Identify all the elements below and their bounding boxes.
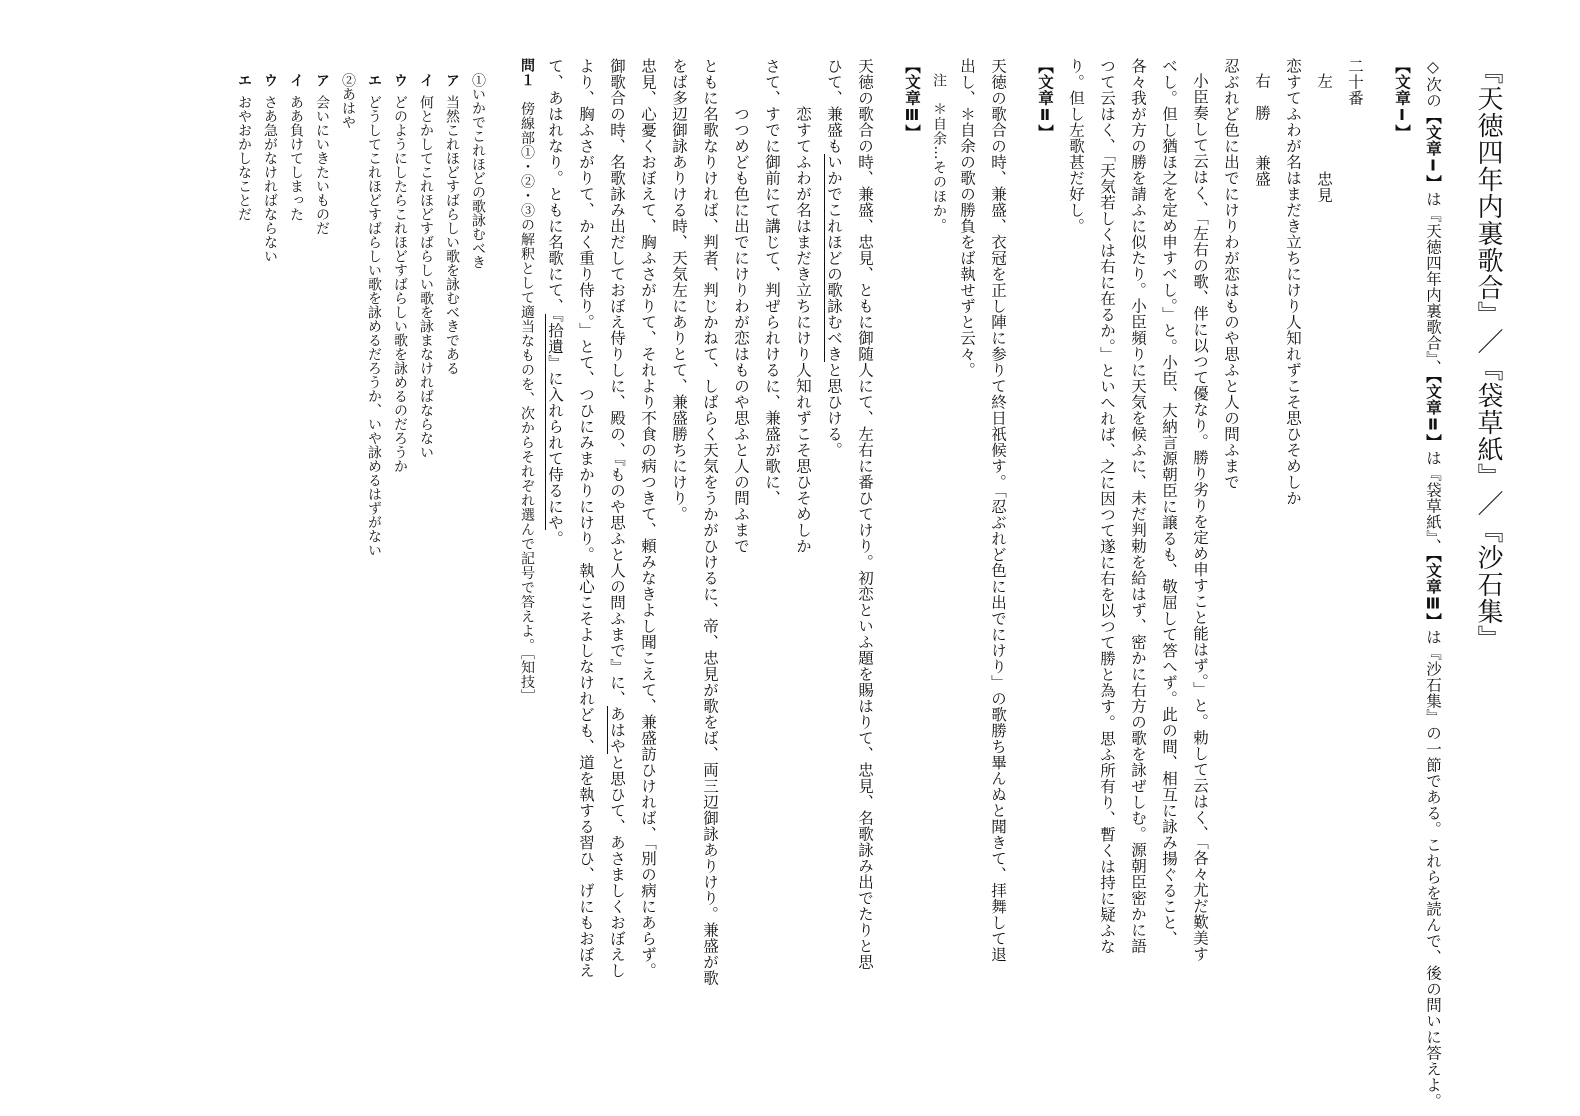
option-key: ア: [444, 73, 460, 87]
option-text: どのようにしたらこれほどすばらしい歌を詠めるのだろうか: [392, 95, 408, 473]
instr-part-2: は『袋草紙』、: [1424, 450, 1442, 555]
text3-line-b: と思ひける。: [825, 362, 843, 458]
text3-poem-2: つつめども色に出でにけりわが恋はものや思ふと人の問ふまで: [732, 106, 750, 554]
text1-left-poet: 忠見: [1315, 171, 1333, 203]
instructions: [1417, 58, 1448, 1109]
underlined-phrase-2: あはや: [608, 706, 626, 755]
text3-line: をば多辺御詠ありける時、天気左にありとて、兼盛勝ちにけり。: [670, 58, 688, 522]
text3-line: ともに名歌なりければ、判者、判じかねて、しばらく天気をうかがひけるに、帝、忠見が歌をば、両三辺御詠ありけり。兼盛が歌: [701, 58, 719, 986]
part2-option-b: [283, 58, 309, 1076]
text3-line: [601, 58, 632, 1076]
instr-part-3: は『沙石集』の一節である。これらを読んで、後の問いに答えよ。: [1424, 629, 1442, 1109]
text3-line-b: と思ひて、あさましくおぼえし: [608, 754, 626, 979]
text1-right-poem: 忍ぶれど色に出でにけりわが恋はものや思ふと人の問ふまで: [1222, 58, 1240, 490]
text3-line-a: 御歌合の時、名歌詠み出だしておぼえ侍りしに、殿の、『ものや思ふと人の問ふまで』に、: [608, 58, 626, 707]
text2-line: 出し、＊自余の歌の勝負をば執せずと云々。: [958, 58, 976, 378]
option-key: エ: [236, 73, 252, 87]
option-text: ああ負けてしまった: [288, 95, 304, 221]
option-text: 何とかしてこれほどすばらしい歌を詠まなければならない: [418, 95, 434, 459]
option-text: どうしてこれほどすばらしい歌を詠めるだろうか、いや詠めるはずがない: [366, 95, 382, 557]
part2-option-c: [257, 58, 283, 1076]
text1-line: べし。但し猶ほ之を定め申すべし。」と。小臣、大納言源朝臣に譲るも、敬屈して答へず。此の間、相互に詠み揚ぐること、: [1160, 58, 1178, 947]
text1-round: 二十番: [1346, 58, 1364, 106]
option-text: おやおかしなことだ: [236, 95, 252, 221]
option-key: エ: [366, 73, 382, 87]
option-text: 当然これほどすばらしい歌を詠むべきである: [444, 95, 460, 375]
text3-line: さて、すでに御前にて講じて、判ぜられけるに、兼盛が歌に、: [763, 58, 781, 506]
part1-option-b: [413, 58, 439, 1076]
text3-line: 天徳の歌合の時、兼盛、忠見、ともに御随人にて、左右に番ひてけり。初恋といふ題を賜はりて、忠見、名歌詠み出でたりと思: [856, 58, 874, 970]
text3-line: [818, 58, 849, 1076]
option-key: イ: [288, 73, 304, 87]
underlined-phrase-3: 『拾遺』に入れられて侍るにや: [546, 314, 564, 531]
text3-line-a: て、あはれなり。ともに名歌にて、: [546, 58, 564, 314]
text3-line: 忠見、心憂くおぼえて、胸ふさがりて、それより不食の病つきて、頼みなきよし聞こえて、兼盛訪ひければ、「別の病にあらず。: [639, 58, 657, 979]
part1-option-a: [439, 58, 465, 1076]
text3-line: より、胸ふさがりて、かく重り侍り。」とて、つひにみまかりにけり。執心こそよしなけれども、道を執する習ひ、げにもおぼえ: [577, 58, 595, 979]
question-label: 問１: [519, 58, 535, 87]
text3-line-a: ひて、兼盛も: [825, 58, 843, 154]
question-1: [515, 58, 539, 1076]
instr-prefix: ◇次の: [1424, 58, 1442, 109]
text2-note: 注 ＊自余…そのほか。: [931, 73, 947, 233]
text3-line: [539, 58, 570, 1076]
option-key: ア: [314, 73, 330, 87]
option-key: ウ: [392, 73, 408, 87]
question-text: 傍線部①・②・③の解釈として適当なものを、次からそれぞれ選んで記号で答えよ。［知技］: [519, 101, 535, 704]
instr-part-1: は『天徳四年内裏歌合』、: [1424, 191, 1442, 376]
option-text: さあ急がなければならない: [262, 95, 278, 263]
text2-line: 天徳の歌合の時、兼盛、衣冠を正し陣に参りて終日祇候す。「忍ぶれど色に出でにけり」の歌勝ち畢んぬと聞きて、拝舞して退: [989, 58, 1007, 963]
underlined-phrase-1: いかでこれほどの歌詠むべき: [825, 154, 843, 362]
part1-option-d: [361, 58, 387, 1076]
text1-heading: 【文章Ⅰ】: [1393, 58, 1411, 141]
text1-left-poem: 恋すてふわが名はまだき立ちにけり人知れずこそ思ひそめしか: [1284, 58, 1302, 506]
instr-tag-2: 【文章Ⅱ】: [1424, 375, 1442, 450]
part2-option-d: [231, 58, 257, 1076]
page-title: 『天徳四年内裏歌合』／『袋草紙』／『沙石集』: [1473, 58, 1503, 652]
option-text: 会いにいきたいものだ: [314, 95, 330, 235]
text3-heading: 【文章Ⅲ】: [903, 58, 921, 141]
text3-line-b: 。: [546, 530, 564, 547]
option-key: イ: [418, 73, 434, 87]
text1-right-label: 右 勝: [1253, 73, 1271, 121]
text1-line: り。但し左歌甚だ好し。: [1067, 58, 1085, 234]
part1-option-c: [387, 58, 413, 1076]
text1-right-row: [1246, 58, 1277, 1076]
part2-option-a: [309, 58, 335, 1076]
text1-line: つて云はく、「天気若しくは右に在るか。」といへれば、之に因つて遂に右を以つて勝と為す。思ふ所有り、暫くは持に疑ふな: [1098, 58, 1116, 955]
text1-line: 各々我が方の勝を請ふに似たり。小臣頻りに天気を候ふに、未だ判勅を給はず、密かに右方の歌を詠ぜしむ。源朝臣密かに語: [1129, 58, 1147, 954]
instr-tag-1: 【文章Ⅰ】: [1424, 108, 1442, 191]
text1-right-poet: 兼盛: [1253, 155, 1271, 187]
option-key: ウ: [262, 73, 278, 87]
text1-left-label: 左: [1315, 73, 1333, 89]
text2-heading: 【文章Ⅱ】: [1036, 58, 1054, 141]
text1-line: 小臣奏して云はく、「左右の歌、伴に以つて優なり。勝り劣りを定め申すこと能はず。」と。勅して云はく、「各々尤だ歎美す: [1191, 73, 1209, 962]
text3-poem-1: 恋すてふわが名はまだき立ちにけり人知れずこそ思ひそめしか: [794, 106, 812, 554]
part1-head: ①いかでこれほどの歌詠むべき: [470, 73, 486, 269]
instr-tag-3: 【文章Ⅲ】: [1424, 554, 1442, 629]
part2-head: ②あはや: [340, 73, 356, 129]
text1-left-row: [1308, 58, 1339, 1076]
